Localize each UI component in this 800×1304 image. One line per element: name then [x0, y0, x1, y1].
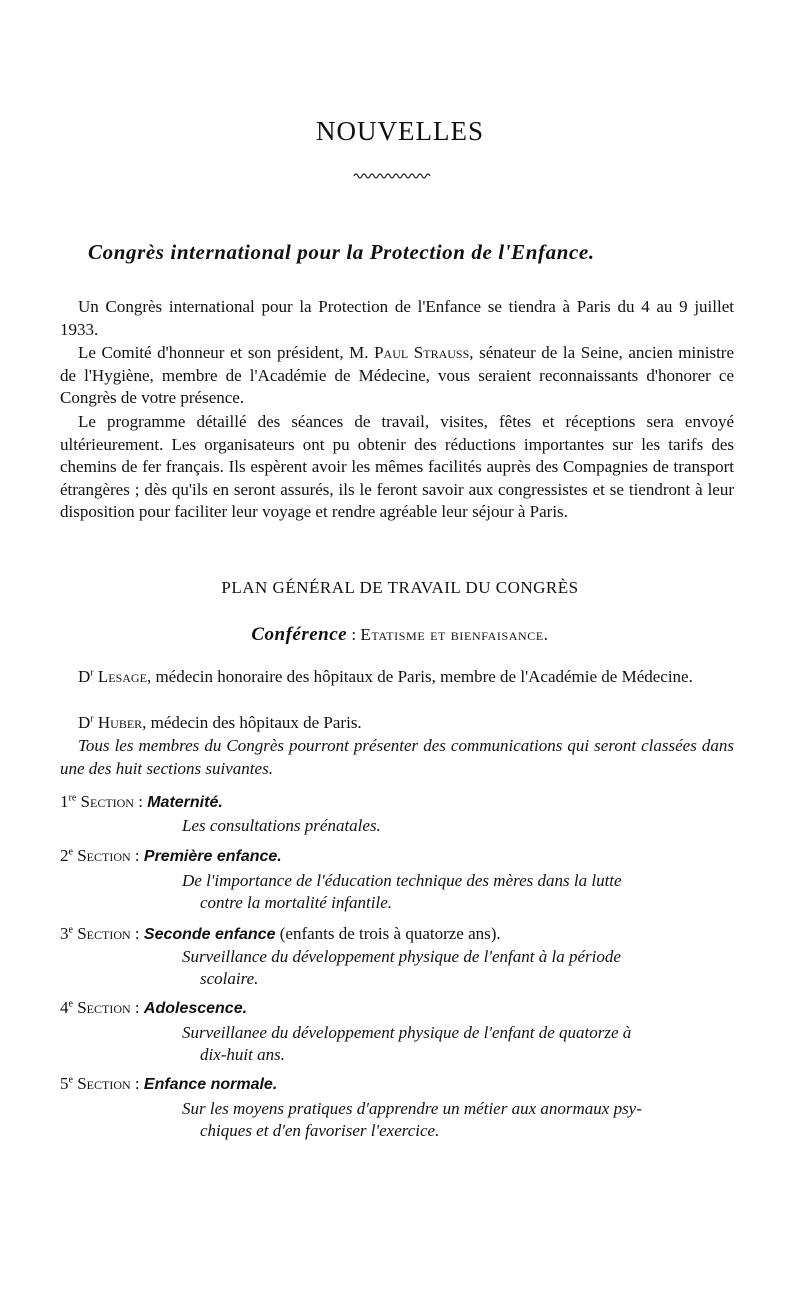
- section-2-description: [182, 870, 734, 914]
- section-number: 4: [60, 998, 69, 1017]
- section-title: Enfance normale.: [143, 1076, 278, 1093]
- program-paragraph: Le programme détaillé des séances de travail, visites, fêtes et réceptions sera envoyé ultérieurement. Les organisateurs ont pu obtenir des réductions importantes sur les tarifs des chemins de fer français. Ils espèrent avoir les mêmes facilités auprès des Compagnies de transport étrangères ; dès qu'ils en seront assurés, ils le feront savoir aux congressistes et se tiendront à leur disposition pour faciliter leur voyage et rendre agréable leur séjour à Paris.: [60, 412, 734, 521]
- section-2-heading: [60, 846, 740, 866]
- article-heading: Congrès international pour la Protection de l'Enfance.: [88, 240, 595, 264]
- section-4-description: [182, 1022, 734, 1066]
- section-3-heading: [60, 924, 740, 944]
- speaker-title: D: [78, 713, 91, 732]
- section-1-description: [182, 815, 734, 837]
- section-label: Section: [77, 846, 131, 865]
- section-label: Section: [77, 1074, 131, 1093]
- section-desc-cont: chiques et d'en favoriser l'exercice.: [200, 1121, 440, 1140]
- section-desc-cont: contre la mortalité infantile.: [200, 893, 393, 912]
- section-desc-first: Surveillance du développement physique de l'enfant à la période: [182, 947, 621, 966]
- speaker-title-sup: r: [90, 667, 94, 679]
- speaker-title-sup: r: [90, 713, 94, 725]
- section-number: 3: [60, 924, 69, 943]
- section-label: Section: [80, 792, 134, 811]
- speaker-desc: , médecin honoraire des hôpitaux de Paris, membre de l'Académie de Médecine.: [146, 667, 693, 686]
- president-name: Paul Strauss: [374, 343, 470, 362]
- conference-label: Conférence: [251, 624, 348, 645]
- section-title: Maternité.: [147, 794, 223, 811]
- speaker-lesage: [60, 666, 734, 689]
- section-3-description: [182, 946, 734, 990]
- speaker-name: Lesage: [97, 667, 147, 686]
- committee-paragraph: [60, 342, 734, 410]
- section-desc-first: Sur les moyens pratiques d'apprendre un métier aux anormaux psy-: [182, 1099, 642, 1118]
- speaker-name: Huber: [97, 713, 143, 732]
- section-separator: :: [130, 924, 144, 943]
- section-number: 5: [60, 1074, 69, 1093]
- section-ordinal: e: [68, 998, 73, 1010]
- plan-heading: PLAN GÉNÉRAL DE TRAVAIL DU CONGRÈS: [221, 578, 579, 597]
- speaker-title: D: [78, 667, 91, 686]
- wavy-rule-ornament: [352, 170, 432, 180]
- section-desc-cont: scolaire.: [200, 969, 259, 988]
- section-separator: :: [130, 1074, 144, 1093]
- page-title: NOUVELLES: [316, 116, 484, 146]
- section-4-heading: [60, 998, 740, 1018]
- section-title: Seconde enfance: [143, 926, 276, 943]
- section-desc-first: De l'importance de l'éducation technique des mères dans la lutte: [182, 871, 622, 890]
- section-1-heading: [60, 792, 740, 812]
- committee-text-after: , sénateur de la Seine, ancien ministre de l'Hygiène, membre de l'Académie de Médecine, vous seraient reconnaissants d'honorer ce Congrès de votre présence.: [60, 343, 735, 407]
- conference-line: [0, 624, 800, 646]
- intro-paragraph: Un Congrès international pour la Protection de l'Enfance se tiendra à Paris du 4 au 9 juillet 1933.: [60, 297, 734, 339]
- section-desc-first: Surveillanee du développement physique de l'enfant de quatorze à: [182, 1023, 632, 1042]
- section-separator: :: [130, 998, 144, 1017]
- section-5-description: [182, 1098, 734, 1142]
- section-label: Section: [77, 924, 131, 943]
- section-label: Section: [77, 998, 131, 1017]
- section-separator: :: [130, 846, 144, 865]
- section-desc-cont: dix-huit ans.: [200, 1045, 285, 1064]
- section-separator: :: [133, 792, 148, 811]
- section-title: Première enfance.: [143, 848, 282, 865]
- section-ordinal: e: [68, 924, 73, 936]
- conference-separator: :: [347, 625, 361, 644]
- section-ordinal: e: [68, 1074, 73, 1086]
- speaker-desc: , médecin des hôpitaux de Paris.: [142, 713, 362, 732]
- conference-topic: Etatisme et bienfaisance.: [360, 625, 549, 644]
- section-desc-first: Les consultations prénatales.: [182, 816, 381, 835]
- section-number: 2: [60, 846, 69, 865]
- section-ordinal: e: [68, 846, 73, 858]
- section-5-heading: [60, 1074, 740, 1094]
- section-ordinal: re: [68, 792, 77, 804]
- sections-note: Tous les membres du Congrès pourront présenter des communications qui seront classées dans une des huit sections suivantes.: [60, 736, 734, 778]
- speaker-huber: [60, 712, 734, 735]
- committee-text-before: Le Comité d'honneur et son président, M.: [78, 343, 375, 362]
- section-number: 1: [60, 792, 69, 811]
- section-title: Adolescence.: [143, 1000, 248, 1017]
- section-title-rest: (enfants de trois à quatorze ans).: [275, 924, 501, 943]
